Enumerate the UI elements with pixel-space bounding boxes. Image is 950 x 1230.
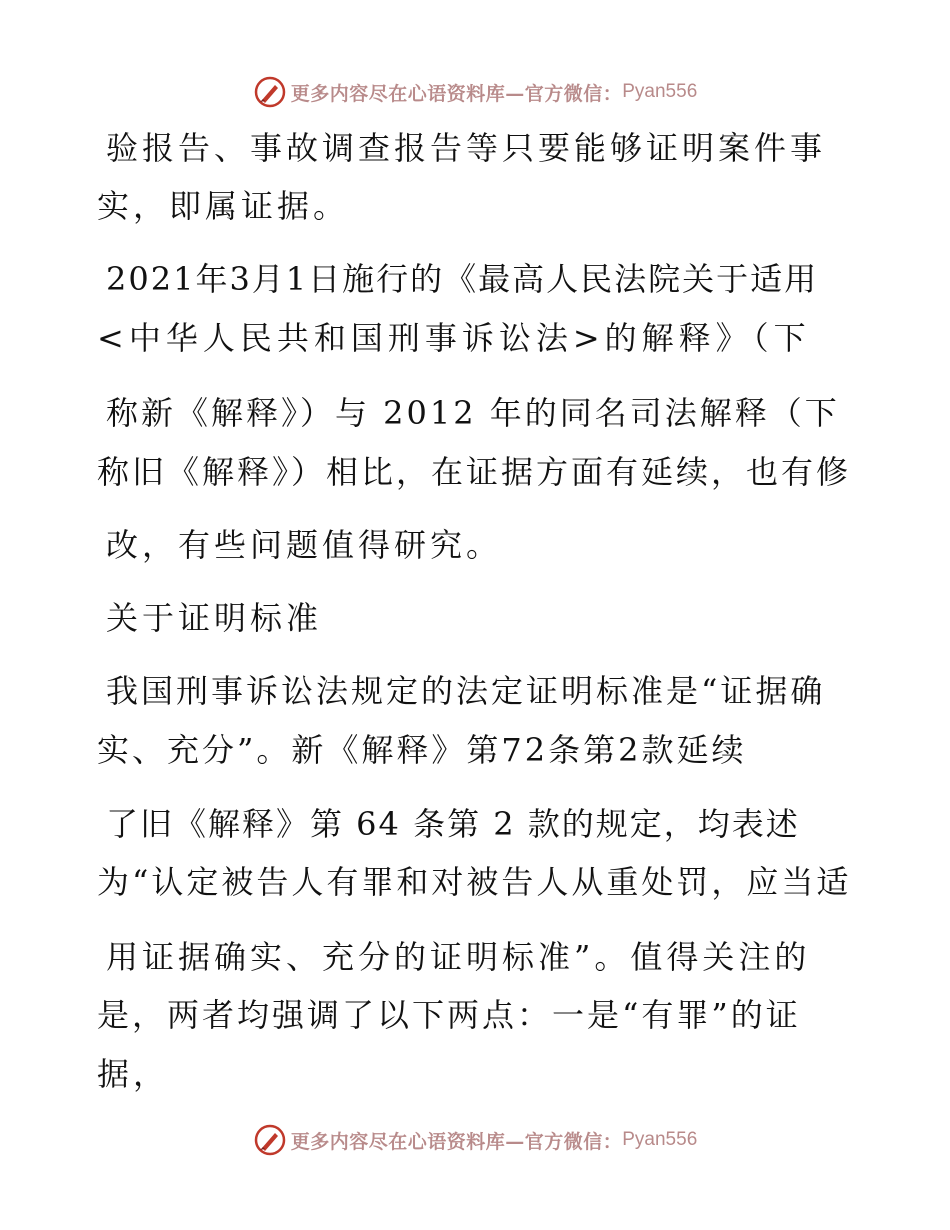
text-line: 实，即属证据。 xyxy=(97,187,350,225)
watermark-wechat-id: Pyan556 xyxy=(622,81,698,102)
text-line: 称新《解释》）与 2012 年的同名司法解释（下 xyxy=(106,394,840,432)
text-line: 改，有些问题值得研究。 xyxy=(106,526,503,564)
pen-logo-icon xyxy=(253,75,287,109)
watermark-text: 更多内容尽在心语资料库—官方微信： xyxy=(290,82,623,105)
footer-watermark xyxy=(0,1120,950,1160)
pen-logo-icon xyxy=(253,1123,287,1157)
text-line: 是，两者均强调了以下两点：一是“有罪”的证 xyxy=(97,996,801,1034)
text-line: 据， xyxy=(97,1055,170,1093)
section-heading: 关于证明标准 xyxy=(106,599,323,637)
text-line: 了旧《解释》第 64 条第 2 款的规定，均表述 xyxy=(106,805,800,843)
text-line: 2021年3月1日施行的《最高人民法院关于适用 xyxy=(106,260,819,298)
watermark-text: 更多内容尽在心语资料库—官方微信： xyxy=(290,1130,623,1153)
text-line: 为“认定被告人有罪和对被告人从重处罚，应当适 xyxy=(97,863,852,901)
text-line: <中华人民共和国刑事诉讼法>的解释》（下 xyxy=(97,319,811,357)
text-line: 实、充分”。新《解释》第72条第2款延续 xyxy=(97,731,747,769)
text-line: 验报告、事故调查报告等只要能够证明案件事 xyxy=(106,129,827,167)
text-line: 称旧《解释》）相比，在证据方面有延续，也有修 xyxy=(97,453,852,491)
text-line: 我国刑事诉讼法规定的法定证明标准是“证据确 xyxy=(106,672,826,710)
watermark-wechat-id: Pyan556 xyxy=(622,1129,698,1150)
text-line: 用证据确实、充分的证明标准”。值得关注的 xyxy=(106,938,811,976)
header-watermark xyxy=(0,72,950,112)
